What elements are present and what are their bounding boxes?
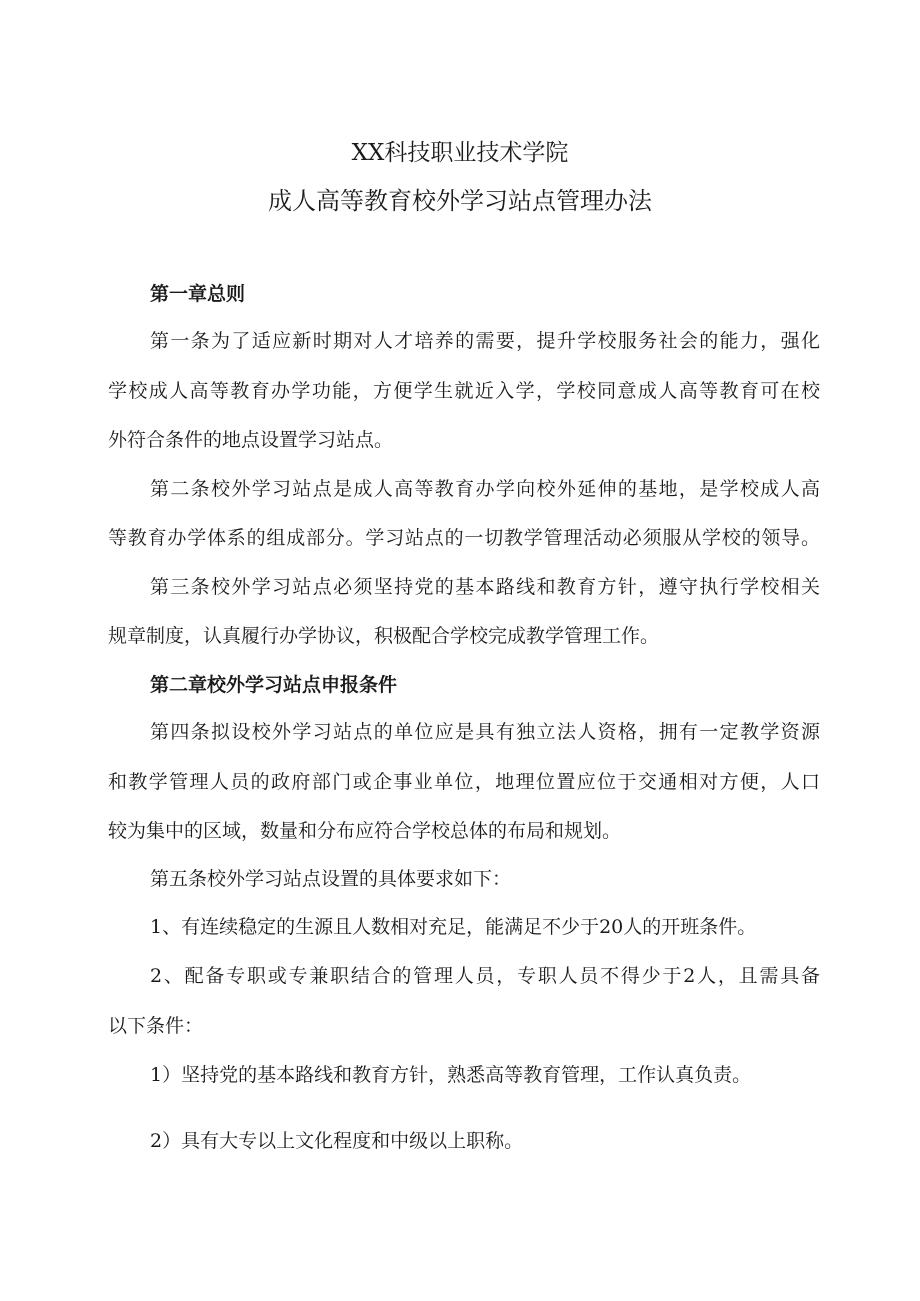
article-1-line-1: 第一条为了适应新时期对人才培养的需要，提升学校服务社会的能力，强化: [150, 330, 820, 352]
article-5-line-1: 第五条校外学习站点设置的具体要求如下：: [150, 868, 512, 890]
article-1-line-2: 学校成人高等教育办学功能，方便学生就近入学，学校同意成人高等教育可在校: [108, 380, 820, 402]
item-1: 1、有连续稳定的生源且人数相对充足，能满足不少于20人的开班条件。: [150, 916, 757, 938]
sub-item-2: 2）具有大专以上文化程度和中级以上职称。: [150, 1130, 524, 1152]
article-4-line-1: 第四条拟设校外学习站点的单位应是具有独立法人资格，拥有一定教学资源: [150, 721, 820, 743]
document-title-main: 成人高等教育校外学习站点管理办法: [268, 187, 652, 215]
chapter-heading-2: 第二章校外学习站点申报条件: [150, 674, 398, 696]
article-3-line-1: 第三条校外学习站点必须坚持党的基本路线和教育方针，遵守执行学校相关: [150, 576, 820, 598]
article-4-line-3: 较为集中的区域，数量和分布应符合学校总体的布局和规划。: [108, 820, 622, 842]
chapter-heading-1: 第一章总则: [150, 283, 246, 305]
article-3-line-2: 规章制度，认真履行办学协议，积极配合学校完成教学管理工作。: [108, 625, 660, 647]
article-2-line-1: 第二条校外学习站点是成人高等教育办学向校外延伸的基地，是学校成人高: [150, 478, 820, 500]
item-2-line-1: 2、配备专职或专兼职结合的管理人员，专职人员不得少于2人，且需具备: [150, 965, 820, 987]
article-4-line-2: 和教学管理人员的政府部门或企事业单位，地理位置应位于交通相对方便，人口: [108, 771, 820, 793]
article-1-line-3: 外符合条件的地点设置学习站点。: [108, 429, 394, 451]
document-title-school: XX科技职业技术学院: [351, 140, 569, 166]
sub-item-1: 1）坚持党的基本路线和教育方针，熟悉高等教育管理，工作认真负责。: [150, 1064, 752, 1086]
article-2-line-2: 等教育办学体系的组成部分。学习站点的一切教学管理活动必须服从学校的领导。: [108, 527, 820, 549]
item-2-line-2: 以下条件：: [108, 1015, 204, 1037]
